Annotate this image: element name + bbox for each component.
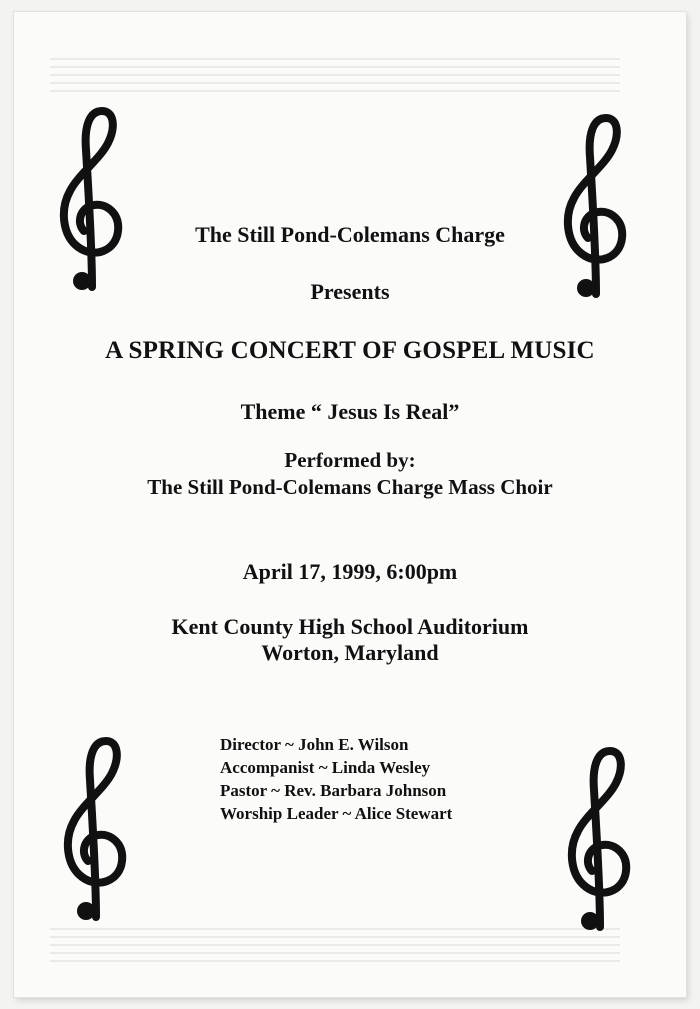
venue: Kent County High School Auditorium [171,614,529,639]
treble-clef-icon [48,105,128,295]
staff-lines-bottom [50,925,620,965]
credit-accompanist: Accompanist ~ Linda Wesley [220,758,431,777]
treble-clef-icon [552,112,632,302]
staff-lines-top [50,55,620,95]
treble-clef-icon [556,745,636,935]
date-time: April 17, 1999, 6:00pm [242,559,458,584]
performed-by-label: Performed by: [284,448,416,472]
concert-title: A SPRING CONCERT OF GOSPEL MUSIC [105,337,595,364]
location: Worton, Maryland [261,640,439,665]
credit-worship-leader: Worship Leader ~ Alice Stewart [220,804,453,823]
credits-list [220,733,540,825]
credit-director: Director ~ John E. Wilson [220,735,409,754]
church-name: The Still Pond-Colemans Charge [195,222,505,247]
credit-pastor: Pastor ~ Rev. Barbara Johnson [220,781,447,800]
concert-theme: Theme “ Jesus Is Real” [240,399,460,424]
presents-label: Presents [310,279,390,304]
treble-clef-icon [52,735,132,925]
performer-name: The Still Pond-Colemans Charge Mass Choir [147,475,553,499]
